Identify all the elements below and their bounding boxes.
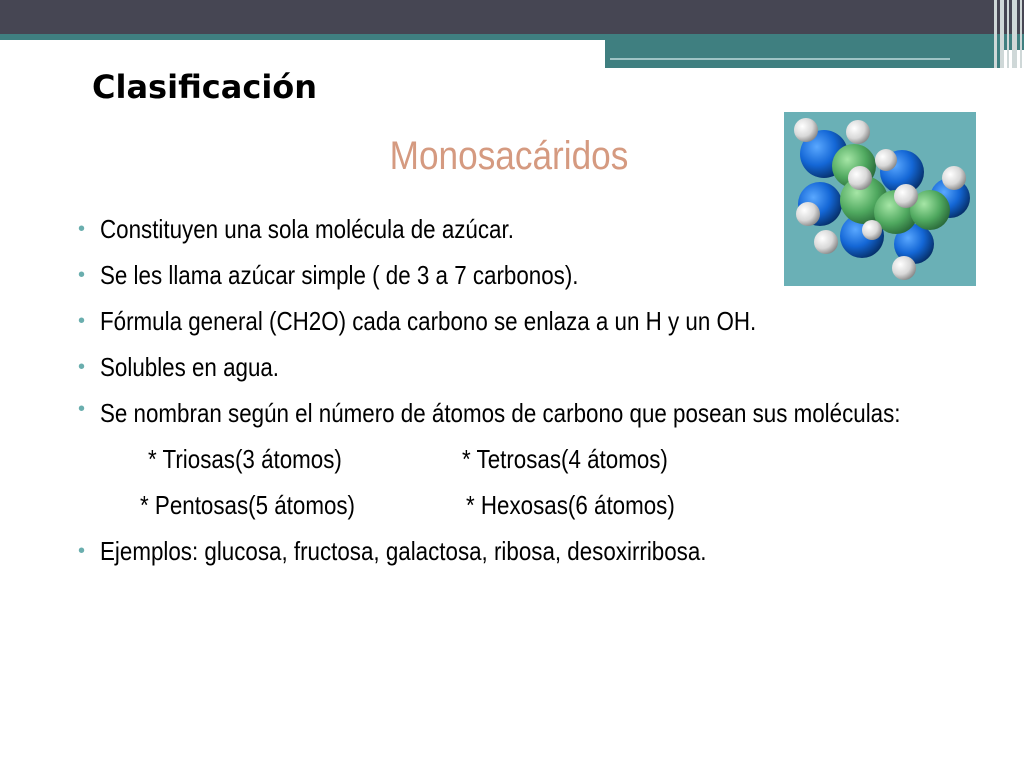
sub-list-row [78, 482, 960, 528]
bullet-text: Se les llama azúcar simple ( de 3 a 7 carbonos). [100, 260, 579, 290]
bullet-dot: • [78, 310, 86, 332]
bullet-dot: • [78, 356, 86, 378]
bullet-text: Fórmula general (CH2O) cada carbono se enlaza a un H y un OH. [100, 306, 757, 336]
bullet-dot: • [78, 540, 86, 562]
bullet-dot: • [78, 218, 86, 240]
sub-item-pentosas: * Pentosas(5 átomos) [140, 490, 356, 520]
sub-item-tetrosas: * Tetrosas(4 átomos) [462, 444, 668, 474]
header-stripes [990, 0, 1024, 68]
slide-heading: Clasificación [92, 68, 318, 106]
list-item [78, 344, 960, 390]
list-item [78, 206, 960, 252]
bullet-text: Ejemplos: glucosa, fructosa, galactosa, ribosa, desoxirribosa. [100, 536, 707, 566]
bullet-dot: • [78, 264, 86, 286]
slide-title: Monosacáridos [389, 134, 629, 178]
sub-item-triosas: * Triosas(3 átomos) [148, 444, 342, 474]
bullet-dot: • [78, 398, 86, 420]
bullet-text: Solubles en agua. [100, 352, 280, 382]
sub-list-row [78, 436, 960, 482]
header-thin-line [610, 58, 950, 60]
list-item [78, 298, 960, 344]
bullet-text: Se nombran según el número de átomos de carbono que posean sus moléculas: [100, 398, 901, 428]
bullet-text: Constituyen una sola molécula de azúcar. [100, 214, 514, 244]
list-item [78, 252, 960, 298]
sub-item-hexosas: * Hexosas(6 átomos) [466, 490, 675, 520]
list-item [78, 390, 960, 436]
list-item [78, 528, 960, 574]
slide-content [78, 206, 960, 574]
header-dark-band [0, 0, 1024, 34]
header-white-cut [0, 40, 605, 50]
